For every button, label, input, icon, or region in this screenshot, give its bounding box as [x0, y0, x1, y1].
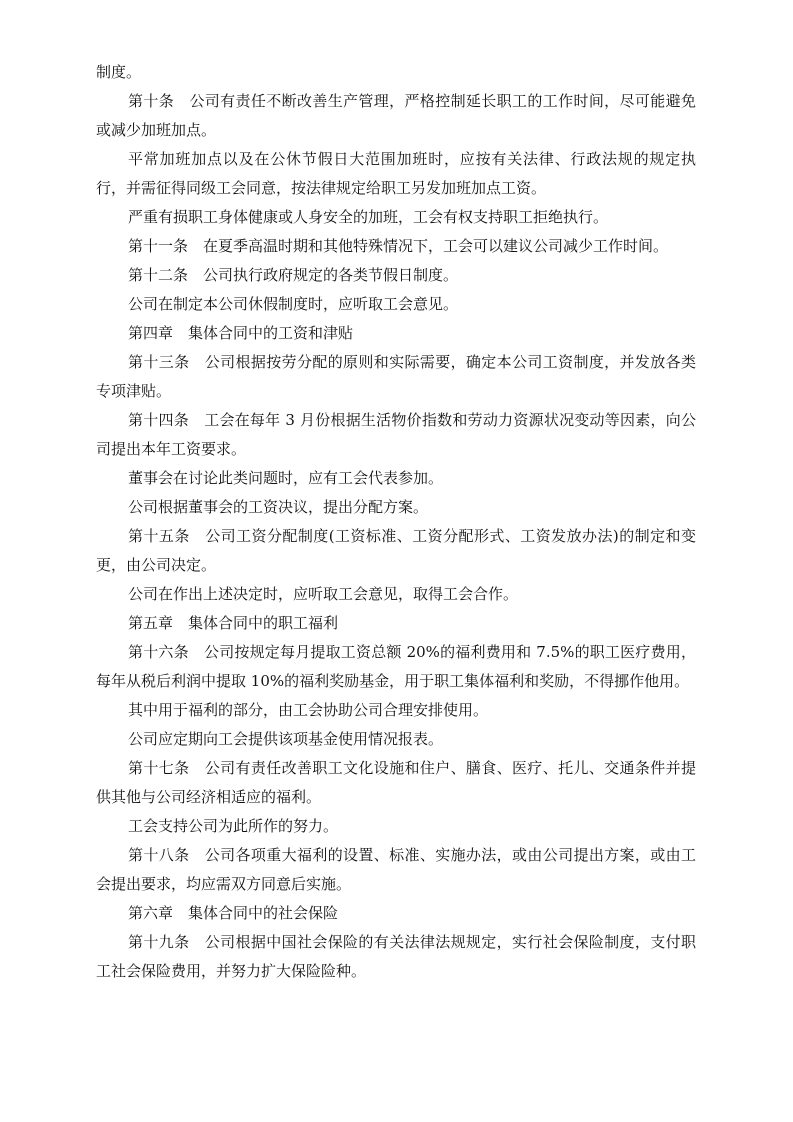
- chapter-6-heading: 第六章 集体合同中的社会保险: [128, 904, 339, 922]
- paragraph: 董事会在讨论此类问题时，应有工会代表参加。: [128, 469, 444, 487]
- article-10: 第十条 公司有责任不断改善生产管理，严格控制延长职工的工作时间，尽可能避免或减少加班加点。: [96, 92, 696, 139]
- article-19: 第十九条 公司根据中国社会保险的有关法律法规规定，实行社会保险制度，支付职工社会保险费用，并努力扩大保险险种。: [96, 933, 696, 980]
- chapter-5-heading: 第五章 集体合同中的职工福利: [128, 614, 339, 632]
- article-15: 第十五条 公司工资分配制度(工资标准、工资分配形式、工资发放办法)的制定和变更，由公司决定。: [96, 527, 696, 574]
- chapter-4-heading: 第四章 集体合同中的工资和津贴: [128, 324, 354, 342]
- article-14: 第十四条 工会在每年 3 月份根据生活物价指数和劳动力资源状况变动等因素，向公司提出本年工资要求。: [96, 411, 696, 458]
- article-13: 第十三条 公司根据按劳分配的原则和实际需要，确定本公司工资制度，并发放各类专项津贴。: [96, 353, 696, 400]
- paragraph: 公司根据董事会的工资决议，提出分配方案。: [128, 498, 429, 516]
- article-18: 第十八条 公司各项重大福利的设置、标准、实施办法，或由公司提出方案，或由工会提出要求，均应需双方同意后实施。: [96, 846, 696, 893]
- article-16: 第十六条 公司按规定每月提取工资总额 20%的福利费用和 7.5%的职工医疗费用，每年从税后利润中提取 10%的福利奖励基金，用于职工集体福利和奖励，不得挪作他用。: [96, 643, 696, 690]
- paragraph: 公司应定期向工会提供该项基金使用情况报表。: [128, 730, 444, 748]
- paragraph: 其中用于福利的部分，由工会协助公司合理安排使用。: [128, 701, 489, 719]
- document-body: [96, 58, 696, 986]
- paragraph-continuation: 制度。: [96, 63, 142, 81]
- article-12: 第十二条 公司执行政府规定的各类节假日制度。: [128, 266, 459, 284]
- paragraph: 平常加班加点以及在公休节假日大范围加班时，应按有关法律、行政法规的规定执行，并需征得同级工会同意，按法律规定给职工另发加班加点工资。: [96, 150, 696, 197]
- article-17: 第十七条 公司有责任改善职工文化设施和住户、膳食、医疗、托儿、交通条件并提供其他与公司经济相适应的福利。: [96, 759, 696, 806]
- article-11: 第十一条 在夏季高温时期和其他特殊情况下，工会可以建议公司减少工作时间。: [128, 237, 669, 255]
- paragraph: 公司在作出上述决定时，应听取工会意见，取得工会合作。: [128, 585, 519, 603]
- paragraph: 公司在制定本公司休假制度时，应听取工会意见。: [128, 295, 459, 313]
- paragraph: 严重有损职工身体健康或人身安全的加班，工会有权支持职工拒绝执行。: [128, 208, 609, 226]
- paragraph: 工会支持公司为此所作的努力。: [128, 817, 339, 835]
